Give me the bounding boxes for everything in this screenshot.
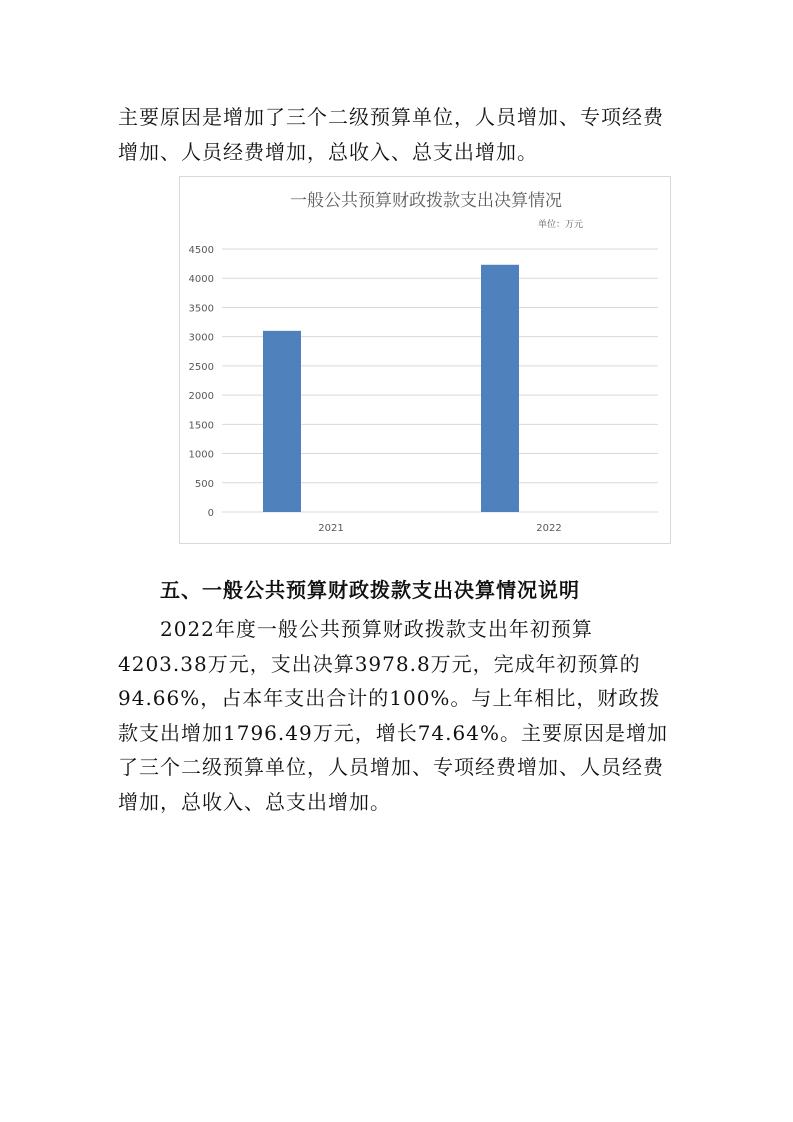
section-heading: 五、一般公共预算财政拨款支出决算情况说明 [160, 578, 580, 602]
y-tick-label: 2000 [188, 391, 214, 403]
y-tick-label: 500 [194, 478, 214, 490]
y-tick-label: 3000 [188, 332, 214, 344]
y-tick-label: 1000 [188, 449, 214, 461]
y-tick-label: 4500 [188, 245, 214, 256]
chart-unit-note: 单位：万元 [538, 220, 584, 230]
y-tick-label: 1500 [188, 420, 214, 432]
bar-2022 [481, 265, 519, 512]
y-tick-label: 3500 [188, 303, 214, 315]
paragraph-expenditure-detail: 2022年度一般公共预算财政拨款支出年初预算4203.38万元，支出决算3978.8万元，完成年初预算的94.66%，占本年支出合计的100%。与上年相比，财政拨款支出增加1796.49万元，增长74.64%。主要原因是增加了三个二级预算单位，人员增加、专项经费增加、人员经费增加，总收入、总支出增加。 [118, 617, 668, 814]
bar-chart-svg [180, 177, 672, 545]
x-tick-label: 2021 [318, 523, 344, 534]
paragraph-intro: 主要原因是增加了三个二级预算单位，人员增加、专项经费增加、人员经费增加，总收入、总支出增加。 [118, 105, 664, 164]
y-tick-label: 0 [207, 508, 214, 519]
y-tick-label: 2500 [188, 361, 214, 373]
bar-2021 [263, 331, 301, 512]
expenditure-chart [179, 176, 671, 544]
chart-title: 一般公共预算财政拨款支出决算情况 [290, 191, 562, 211]
x-tick-label: 2022 [536, 523, 562, 534]
y-tick-label: 4000 [188, 274, 214, 286]
